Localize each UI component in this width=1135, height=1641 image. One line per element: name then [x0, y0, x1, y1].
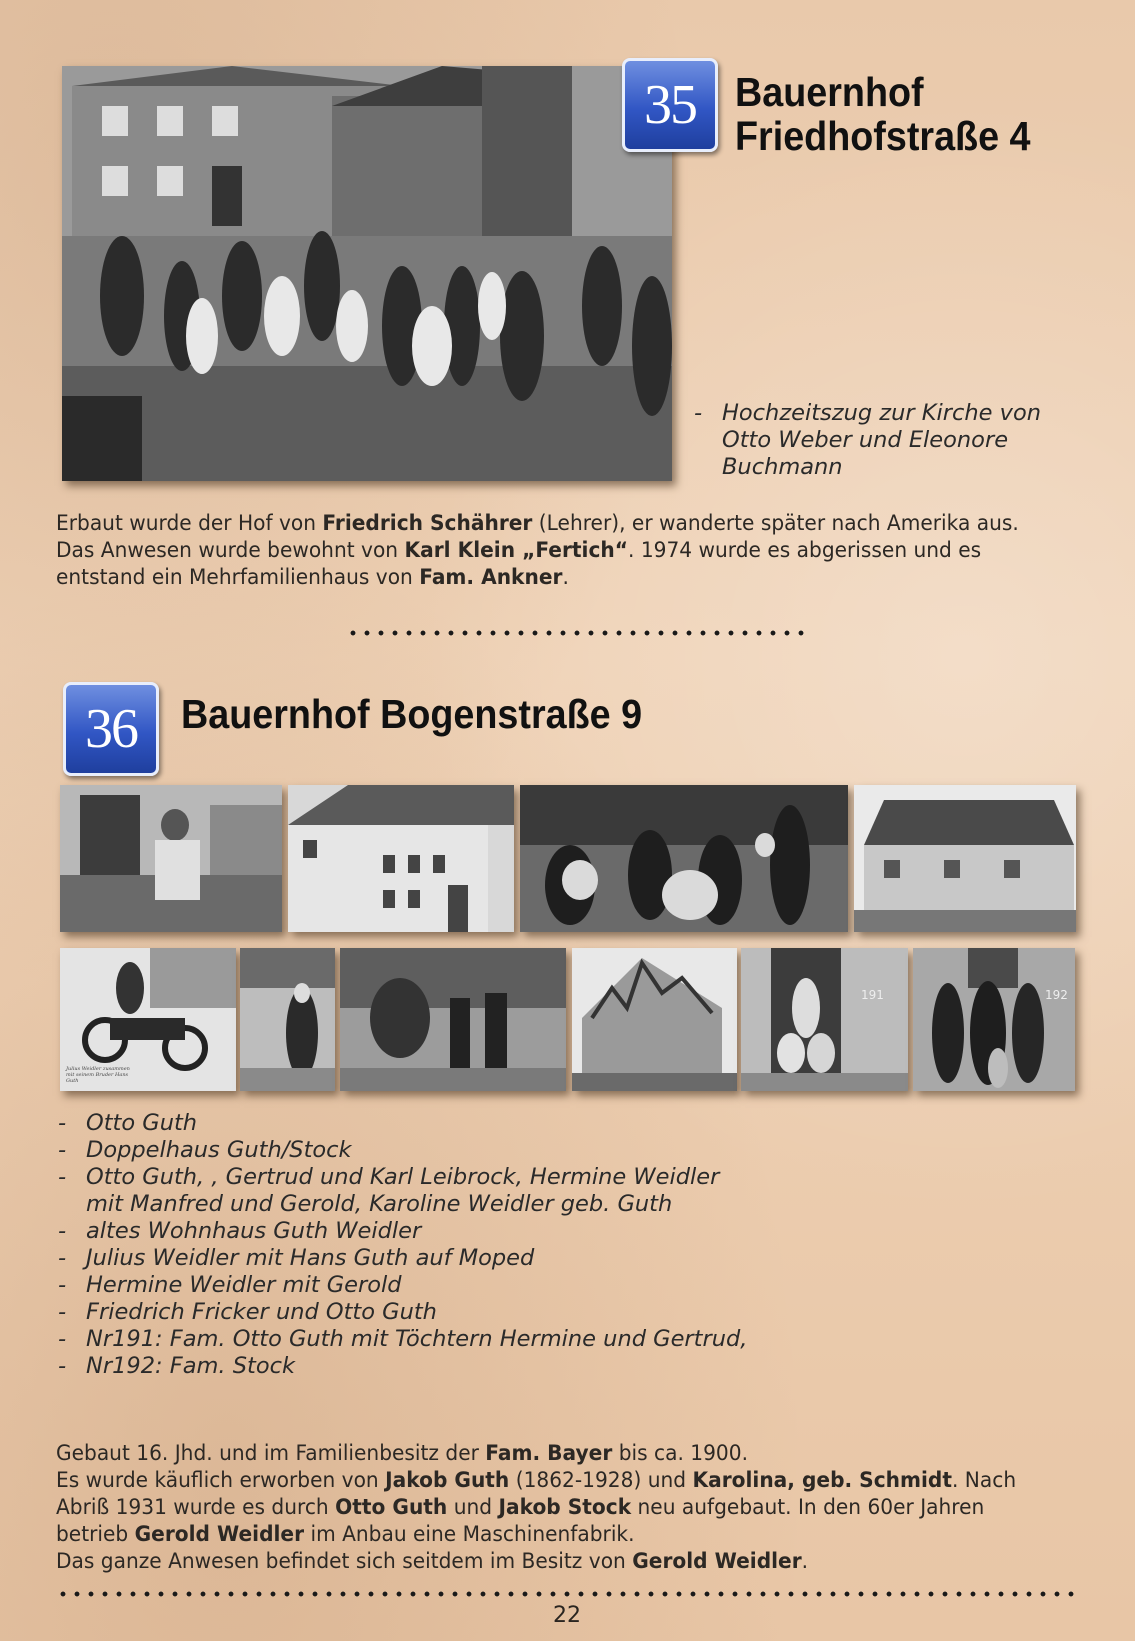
wedding-procession-photo: [62, 66, 672, 481]
person-name: Otto Guth: [335, 1495, 448, 1519]
caption-item: - Friedrich Fricker und Otto Guth: [58, 1299, 748, 1326]
photo-old-house: [854, 785, 1076, 932]
person-name: Friedrich Schährer: [322, 511, 533, 535]
para-line: [56, 1467, 1030, 1548]
photo-family-group: [520, 785, 848, 932]
para-text: .: [562, 565, 569, 589]
para-text: .: [801, 1549, 809, 1573]
section-35-paragraph: [56, 510, 1026, 591]
section-36-paragraph: [56, 1440, 1030, 1575]
house-number-192: 192: [1045, 988, 1068, 1002]
photo-nr192: [913, 948, 1075, 1091]
section-35-title: [735, 70, 1031, 158]
person-name: Jakob Stock: [498, 1495, 632, 1519]
caption-item: - Doppelhaus Guth/Stock: [58, 1137, 748, 1164]
photo-inscription: Julius Weidler zusammen mit seinem Bruder Hans Guth: [66, 1066, 130, 1084]
para-text: neu aufgebaut. In den 60er Jahren betrieb: [56, 1495, 985, 1546]
photo-ruined-house: [572, 948, 737, 1091]
photo-moped: [60, 948, 236, 1091]
section-35-badge: 35: [622, 58, 718, 152]
para-line: [56, 1548, 1030, 1575]
caption-item: - altes Wohnhaus Guth Weidler: [58, 1218, 748, 1245]
person-name: Karolina, geb. Schmidt: [692, 1468, 952, 1492]
house-number-191: 191: [861, 988, 884, 1002]
para-text: im Anbau eine Maschinenfabrik.: [304, 1522, 635, 1546]
para-text: Erbaut wurde der Hof von: [56, 511, 323, 535]
para-text: (Lehrer), er wanderte später nach Amerika aus. Das Anwesen wurde bewohnt von: [56, 511, 1019, 562]
photo-otto-guth: [60, 785, 282, 932]
photo-hermine-gerold: [240, 948, 335, 1091]
section-35-title-line2: Friedhofstraße 4: [735, 113, 1031, 159]
person-name: Jakob Guth: [385, 1468, 510, 1492]
person-name: Gerold Weidler: [134, 1522, 305, 1546]
para-text: . Nach Abriß 1931 wurde es durch: [56, 1468, 1017, 1519]
photo-doppelhaus: [288, 785, 514, 932]
para-line: [56, 1440, 1030, 1467]
para-text: Das ganze Anwesen befindet sich seitdem im Besitz von: [56, 1549, 633, 1573]
para-text: und: [447, 1495, 499, 1519]
para-text: . 1974 wurde es abgerissen und es entstand ein Mehrfamilienhaus von: [56, 538, 982, 589]
caption-item: - Otto Guth: [58, 1110, 748, 1137]
photo-fricker-guth: [340, 948, 566, 1091]
para-text: Gebaut 16. Jhd. und im Familienbesitz der: [56, 1441, 486, 1465]
para-text: bis ca. 1900.: [612, 1441, 748, 1465]
family-name: Fam. Bayer: [485, 1441, 613, 1465]
section-divider: [346, 630, 806, 636]
section-36-badge: 36: [63, 682, 159, 776]
section-36-title: Bauernhof Bogenstraße 9: [181, 691, 643, 737]
para-text: Es wurde käuflich erworben von: [56, 1468, 386, 1492]
caption-item: - Otto Guth, , Gertrud und Karl Leibrock, Hermine Weidler mit Manfred und Gerold, Karoline Weidler geb. Guth: [58, 1164, 748, 1218]
caption-item: - Nr191: Fam. Otto Guth mit Töchtern Hermine und Gertrud,: [58, 1326, 748, 1353]
family-name: Fam. Ankner: [419, 565, 563, 589]
person-name: Karl Klein „Fertich“: [404, 538, 629, 562]
person-name: Gerold Weidler: [632, 1549, 802, 1573]
caption-item: - Nr192: Fam. Stock: [58, 1353, 748, 1380]
section-35-title-line1: Bauernhof: [735, 69, 924, 115]
section-35-photo-caption: [694, 400, 1074, 481]
section-36-photo-captions: [58, 1110, 748, 1380]
photo-nr191: [741, 948, 908, 1091]
caption-item: - Julius Weidler mit Hans Guth auf Moped: [58, 1245, 748, 1272]
caption-item: - Hermine Weidler mit Gerold: [58, 1272, 748, 1299]
page-bottom-divider: [56, 1591, 1078, 1597]
page-number: 22: [553, 1603, 581, 1628]
para-text: (1862-1928) und: [509, 1468, 693, 1492]
caption-item: - Hochzeitszug zur Kirche von Otto Weber und Eleonore Buchmann: [694, 400, 1074, 481]
